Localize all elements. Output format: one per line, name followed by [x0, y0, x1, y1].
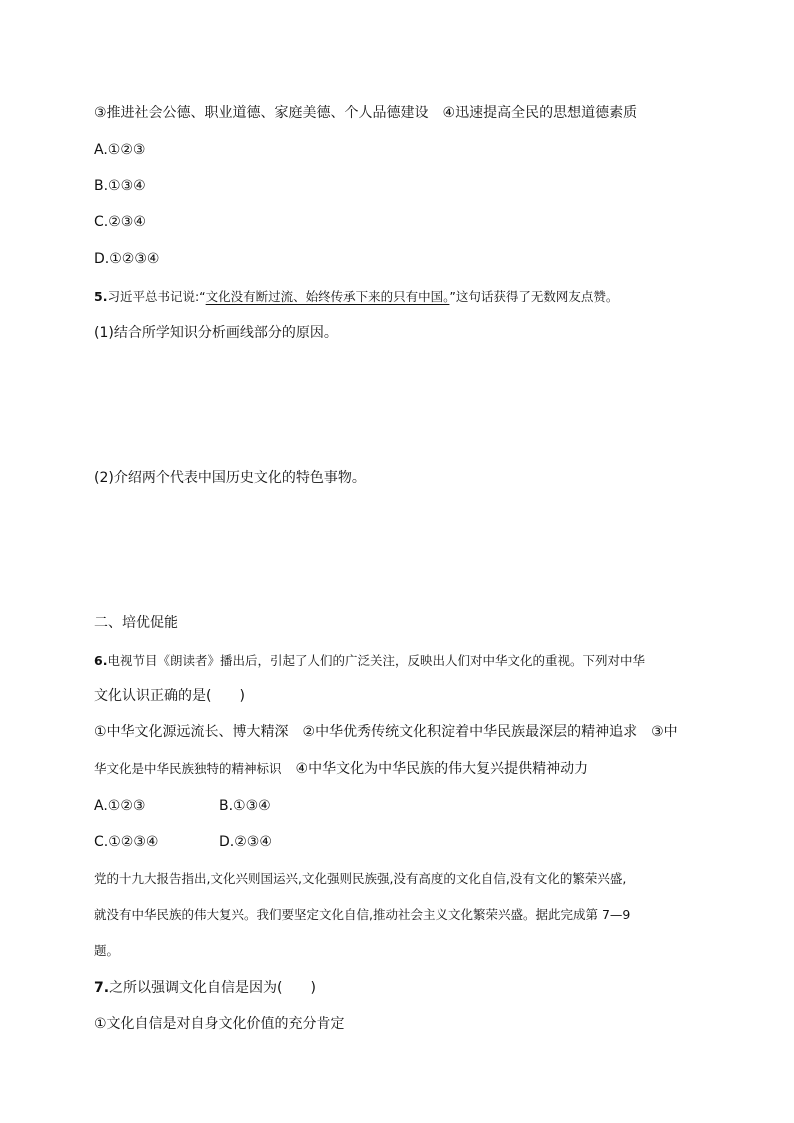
q4-choice-c: C.②③④	[94, 214, 146, 230]
q6-options-line2	[94, 760, 588, 778]
q5-number: 5.	[94, 289, 108, 304]
q7-stem-text: 之所以强调文化自信是因为( )	[109, 980, 316, 996]
q6-choice-b: B.①③④	[219, 798, 271, 814]
q7-option-1: ①文化自信是对自身文化价值的充分肯定	[94, 1016, 345, 1032]
q7-stem	[94, 979, 316, 997]
q5-prefix: 习近平总书记说:“	[107, 289, 206, 304]
q5-subquestion-2: (2)介绍两个代表中国历史文化的特色事物。	[94, 470, 366, 486]
q6-number: 6.	[94, 653, 108, 668]
q5-subquestion-1: (1)结合所学知识分析画线部分的原因。	[94, 325, 338, 341]
q5-stem	[94, 288, 618, 306]
q5-underlined-quote: 文化没有断过流、始终传承下来的只有中国。	[205, 289, 450, 304]
q6-stem-line2: 文化认识正确的是( )	[94, 688, 245, 704]
q6-stem-line1	[94, 652, 645, 670]
q7-number: 7.	[94, 980, 110, 996]
q6-choice-a: A.①②③	[94, 798, 146, 814]
q6-choice-c: C.①②③④	[94, 834, 159, 850]
q6-choice-d: D.②③④	[219, 834, 272, 850]
q6-option4: ④中华文化为中华民族的伟大复兴提供精神动力	[281, 761, 589, 777]
q6-stem-text: 电视节目《朗读者》播出后，引起了人们的广泛关注，反映出人们对中华文化的重视。下列对中华	[107, 653, 645, 668]
q4-choice-a: A.①②③	[94, 142, 146, 158]
section-title: 二、培优促能	[94, 615, 178, 631]
q5-suffix: ”这句话获得了无数网友点赞。	[449, 289, 619, 304]
passage-line3: 题。	[94, 943, 120, 958]
q6-options-line1: ①中华文化源远流长、博大精深 ②中华优秀传统文化积淀着中华民族最深层的精神追求 ③中	[94, 724, 678, 740]
passage-line1: 党的十九大报告指出,文化兴则国运兴,文化强则民族强,没有高度的文化自信,没有文化的繁荣兴盛,	[94, 871, 627, 886]
passage-line2: 就没有中华民族的伟大复兴。我们要坚定文化自信,推动社会主义文化繁荣兴盛。据此完成第 7—9	[94, 907, 631, 922]
q6-option3-cont: 华文化是中华民族独特的精神标识	[94, 761, 282, 776]
q4-choice-d: D.①②③④	[94, 251, 160, 267]
q4-choice-b: B.①③④	[94, 178, 146, 194]
q4-option-line: ③推进社会公德、职业道德、家庭美德、个人品德建设 ④迅速提高全民的思想道德素质	[94, 105, 638, 121]
